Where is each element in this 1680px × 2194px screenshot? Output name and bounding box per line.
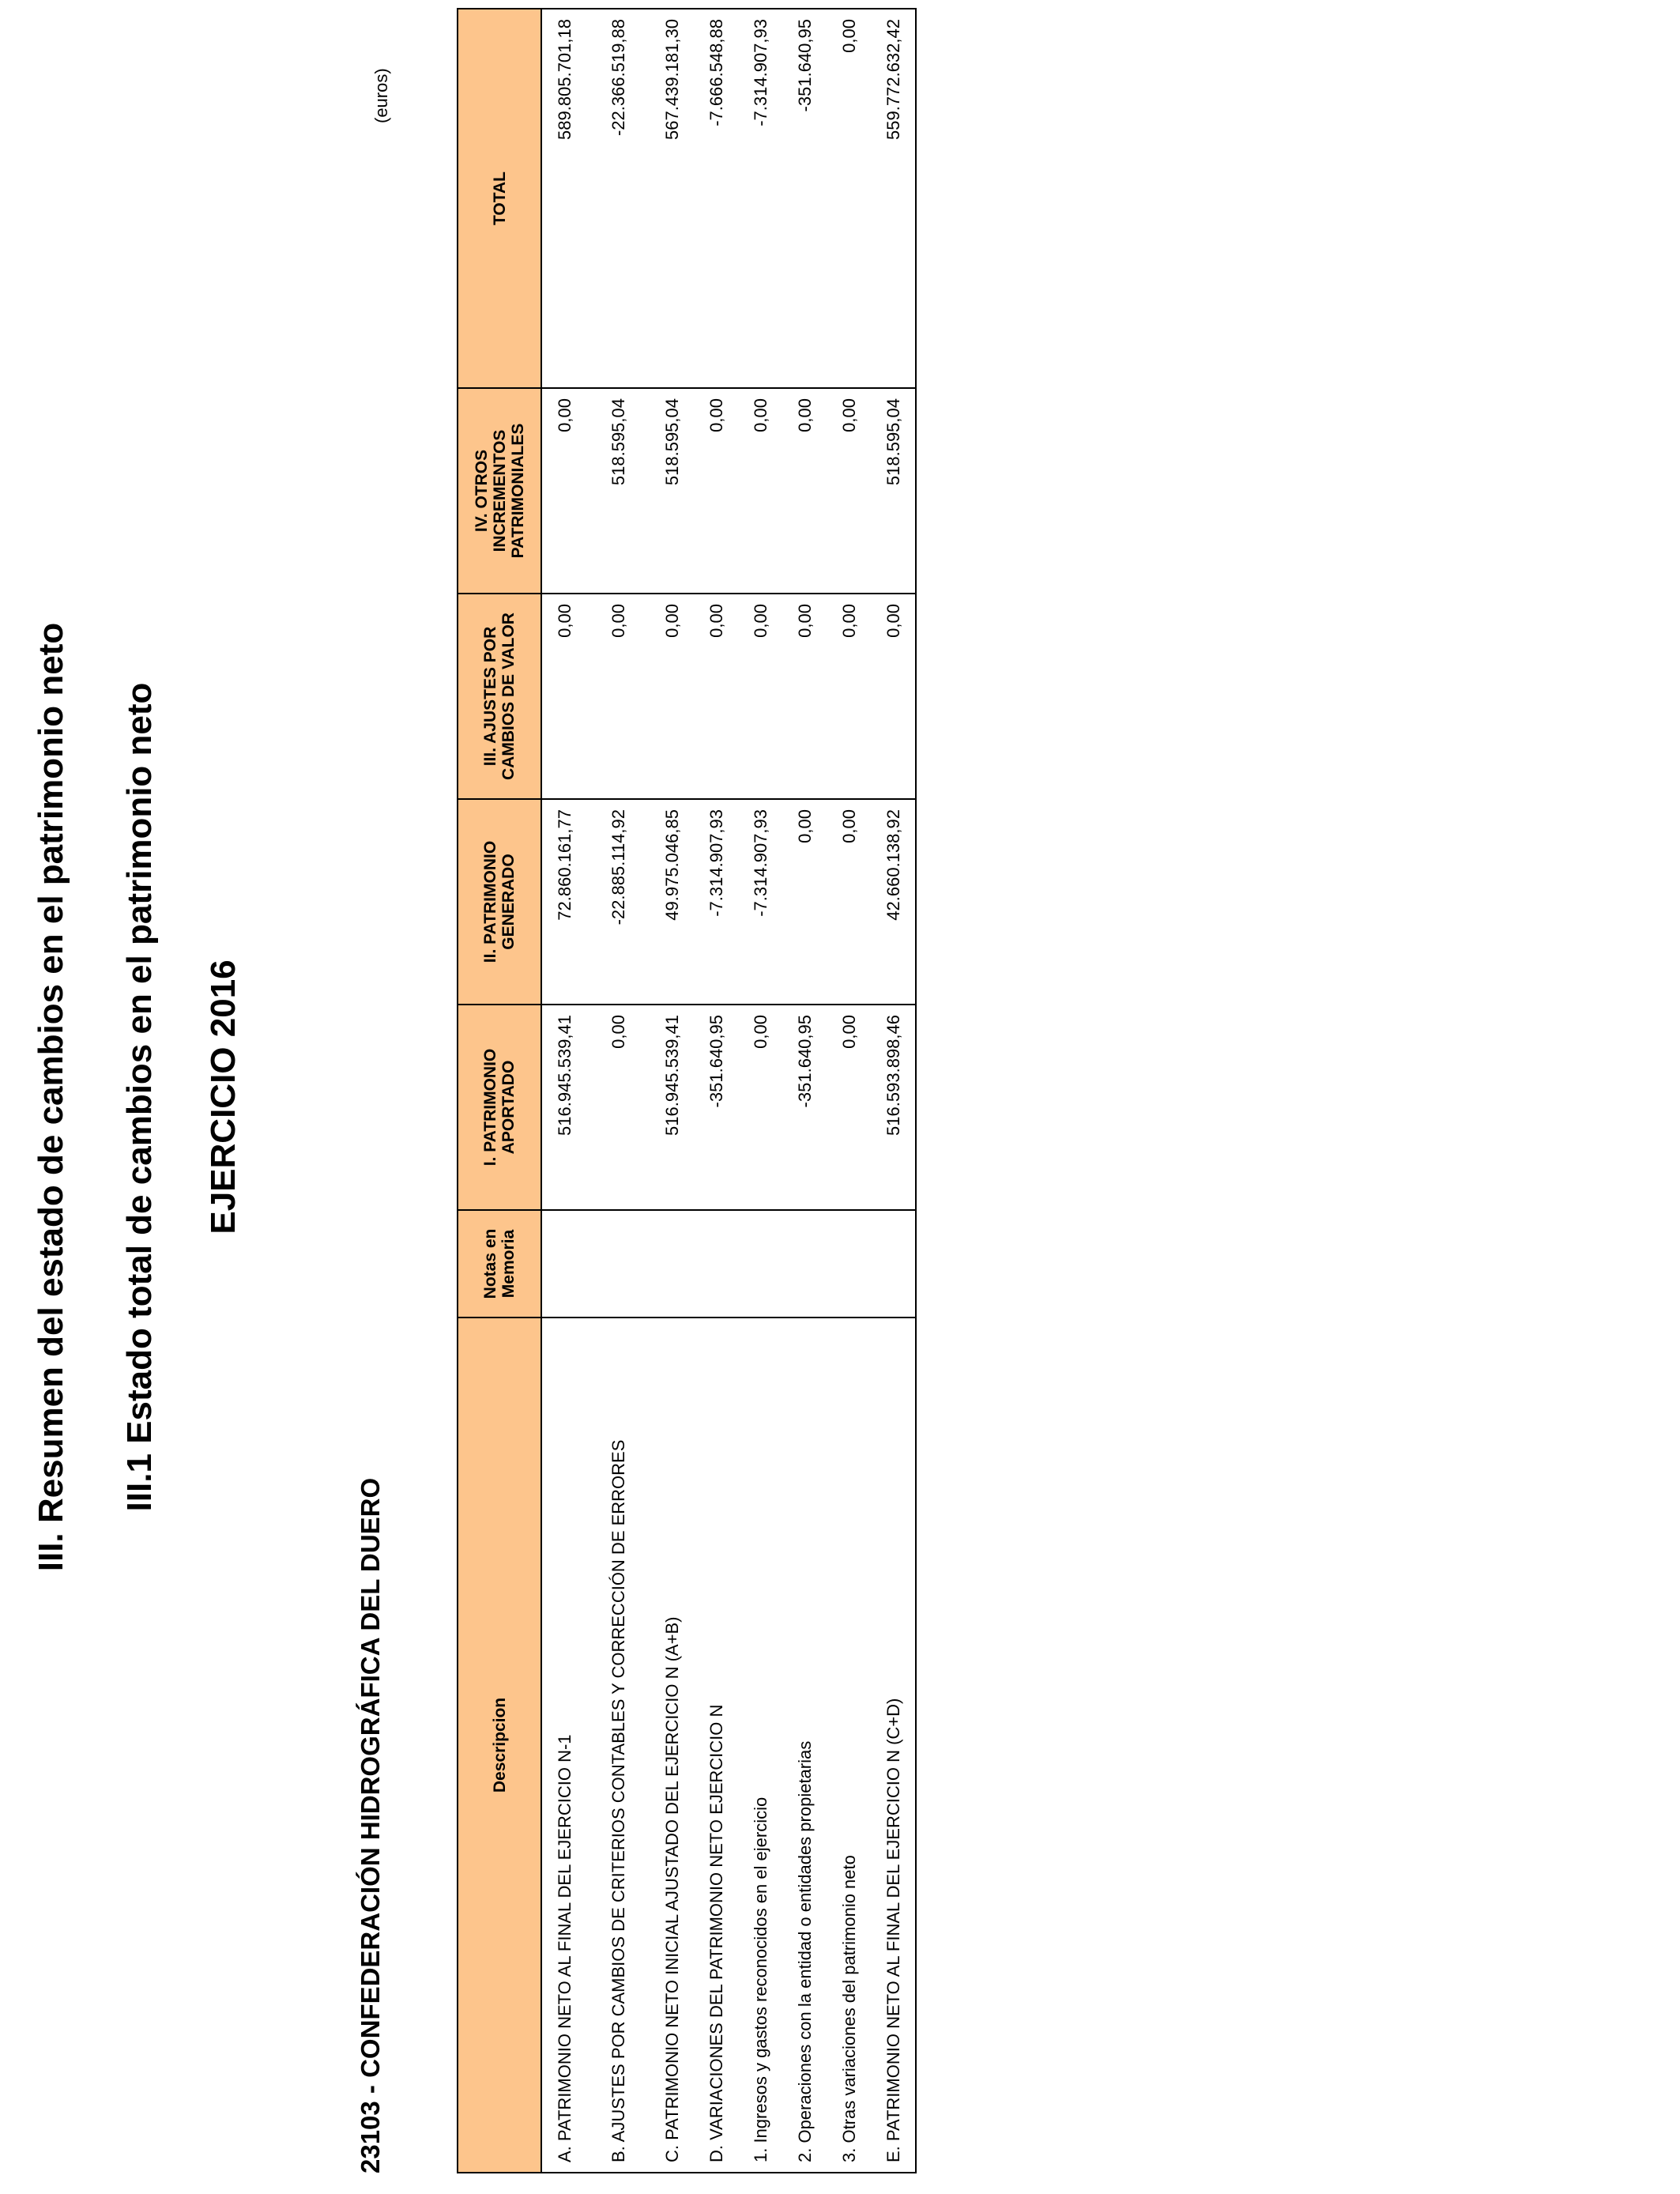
row-otros-incrementos: 0,00 [738,388,782,594]
row-otros-incrementos: 0,00 [694,388,738,594]
row-patrimonio-generado: 0,00 [827,799,871,1005]
row-ajustes-valor: 0,00 [827,594,871,799]
table-header-row [458,9,541,2173]
row-notes [782,1210,827,1318]
column-header-total: TOTAL [458,9,541,388]
currency-units: (euros) [371,68,391,123]
row-patrimonio-aportado: -351.640,95 [694,1005,738,1210]
row-patrimonio-aportado: -351.640,95 [782,1005,827,1210]
row-notes [738,1210,782,1318]
row-ajustes-valor: 0,00 [586,594,650,799]
entity-name: 23103 - CONFEDERACIÓN HIDROGRÁFICA DEL DUERO [356,1477,385,2173]
row-total: -22.366.519,88 [586,9,650,388]
row-description: 3. Otras variaciones del patrimonio neto [827,1318,871,2173]
table-row [738,9,782,2173]
row-patrimonio-generado: 49.975.046,85 [650,799,694,1005]
row-total: -351.640,95 [782,9,827,388]
row-total: 567.439.181,30 [650,9,694,388]
row-description: D. VARIACIONES DEL PATRIMONIO NETO EJERCICIO N [694,1318,738,2173]
row-patrimonio-generado: -7.314.907,93 [738,799,782,1005]
row-otros-incrementos: 518.595,04 [650,388,694,594]
row-notes [871,1210,916,1318]
row-ajustes-valor: 0,00 [694,594,738,799]
row-patrimonio-generado: -7.314.907,93 [694,799,738,1005]
column-header-description: Descripcion [458,1318,541,2173]
row-ajustes-valor: 0,00 [541,594,586,799]
row-patrimonio-generado: -22.885.114,92 [586,799,650,1005]
column-header-otros-incrementos: IV. OTROS INCREMENTOS PATRIMONIALES [458,388,541,594]
table-row [827,9,871,2173]
column-header-notes: Notas en Memoria [458,1210,541,1318]
table-row [782,9,827,2173]
row-notes [827,1210,871,1318]
row-description: 2. Operaciones con la entidad o entidades propietarias [782,1318,827,2173]
exercise-year: EJERCICIO 2016 [204,959,243,1235]
row-patrimonio-aportado: 0,00 [586,1005,650,1210]
row-otros-incrementos: 0,00 [782,388,827,594]
row-ajustes-valor: 0,00 [738,594,782,799]
row-total: 0,00 [827,9,871,388]
row-description: C. PATRIMONIO NETO INICIAL AJUSTADO DEL EJERCICIO N (A+B) [650,1318,694,2173]
column-header-patrimonio-aportado: I. PATRIMONIO APORTADO [458,1005,541,1210]
row-total: 589.805.701,18 [541,9,586,388]
page-title: III. Resumen del estado de cambios en el patrimonio neto [32,622,70,1572]
row-description: A. PATRIMONIO NETO AL FINAL DEL EJERCICIO N-1 [541,1318,586,2173]
row-patrimonio-generado: 42.660.138,92 [871,799,916,1005]
table-row [871,9,916,2173]
row-total: -7.314.907,93 [738,9,782,388]
row-notes [541,1210,586,1318]
table-row [650,9,694,2173]
row-otros-incrementos: 518.595,04 [871,388,916,594]
row-total: 559.772.632,42 [871,9,916,388]
row-otros-incrementos: 0,00 [827,388,871,594]
row-otros-incrementos: 0,00 [541,388,586,594]
row-notes [694,1210,738,1318]
row-patrimonio-generado: 72.860.161,77 [541,799,586,1005]
column-header-patrimonio-generado: II. PATRIMONIO GENERADO [458,799,541,1005]
table-row [694,9,738,2173]
row-ajustes-valor: 0,00 [650,594,694,799]
row-patrimonio-aportado: 516.945.539,41 [650,1005,694,1210]
row-ajustes-valor: 0,00 [871,594,916,799]
row-patrimonio-aportado: 0,00 [827,1005,871,1210]
row-ajustes-valor: 0,00 [782,594,827,799]
row-description: 1. Ingresos y gastos reconocidos en el ejercicio [738,1318,782,2173]
row-total: -7.666.548,88 [694,9,738,388]
row-patrimonio-aportado: 516.945.539,41 [541,1005,586,1210]
row-description: E. PATRIMONIO NETO AL FINAL DEL EJERCICIO N (C+D) [871,1318,916,2173]
table-row [541,9,586,2173]
table-row [586,9,650,2173]
row-otros-incrementos: 518.595,04 [586,388,650,594]
row-notes [650,1210,694,1318]
row-description: B. AJUSTES POR CAMBIOS DE CRITERIOS CONTABLES Y CORRECCIÓN DE ERRORES [586,1318,650,2173]
row-patrimonio-generado: 0,00 [782,799,827,1005]
page-subtitle: III.1 Estado total de cambios en el patrimonio neto [120,682,159,1512]
column-header-ajustes-valor: III. AJUSTES POR CAMBIOS DE VALOR [458,594,541,799]
row-patrimonio-aportado: 0,00 [738,1005,782,1210]
row-patrimonio-aportado: 516.593.898,46 [871,1005,916,1210]
row-notes [586,1210,650,1318]
equity-changes-table [457,8,917,2173]
